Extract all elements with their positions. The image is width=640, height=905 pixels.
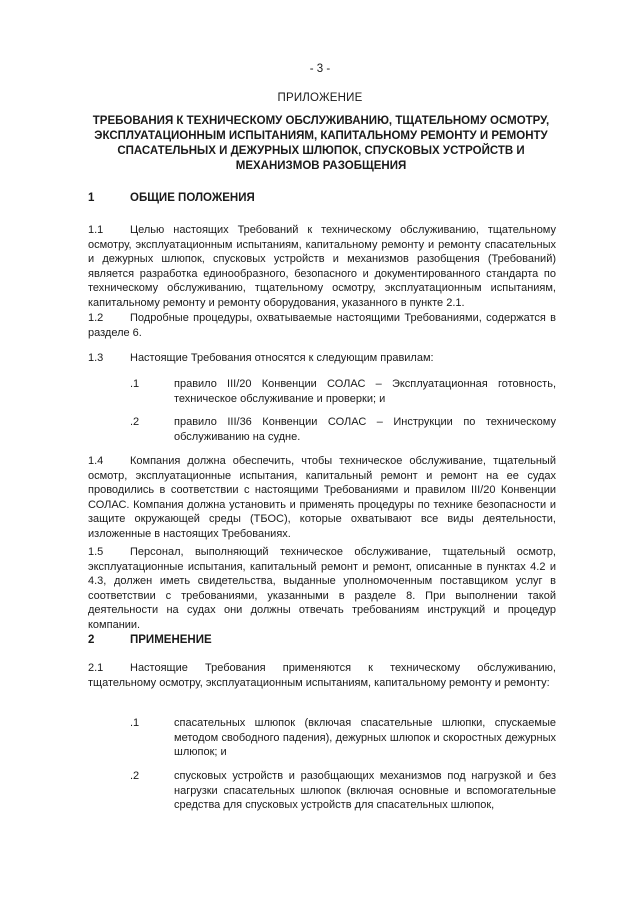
paragraph-1-5 bbox=[88, 545, 556, 632]
subitem-number: .2 bbox=[130, 416, 140, 428]
paragraph-2-1 bbox=[88, 661, 556, 690]
paragraph-1-1 bbox=[88, 223, 556, 310]
subitem-number: .1 bbox=[130, 717, 140, 729]
section-title: ОБЩИЕ ПОЛОЖЕНИЯ bbox=[130, 192, 255, 204]
subitem-2-1-2 bbox=[130, 769, 556, 813]
subitem-text: спасательных шлюпок (включая спасательные шлюпки, спускаемые методом свободного падения), дежурных шлюпок и скоростных дежурных шлюпок; и bbox=[174, 717, 556, 758]
subitem-1-3-2 bbox=[130, 415, 556, 444]
paragraph-text: Компания должна обеспечить, чтобы техническое обслуживание, тщательный осмотр, эксплуатационные испытания, капитальный ремонт и ремонт на ее судах проводились в соответствии с настоящими Требованиями и правилом III/20 Конвенции СОЛАС. Компания должна установить и применять процедуры по технике безопасности и защите окружающей среды (ТБОС), которые охватывают все виды деятельности, изложенные в настоящих Требованиях. bbox=[88, 455, 556, 540]
subitem-number: .1 bbox=[130, 378, 140, 390]
paragraph-number: 1.5 bbox=[88, 546, 104, 558]
paragraph-1-3 bbox=[88, 351, 556, 366]
paragraph-text: Настоящие Требования применяются к техническому обслуживанию, тщательному осмотру, эксплуатационным испытаниям, капитальному ремонту и ремонту: bbox=[88, 662, 556, 689]
subitem-text: спусковых устройств и разобщающих механизмов под нагрузкой и без нагрузки спасательных шлюпок (включая основные и вспомогательные средства для спусковых устройств для спасательных шлюпок, bbox=[174, 770, 556, 811]
subitem-1-3-1 bbox=[130, 377, 556, 406]
section-number: 2 bbox=[88, 634, 95, 646]
paragraph-number: 1.1 bbox=[88, 224, 104, 236]
section-number: 1 bbox=[88, 192, 95, 204]
paragraph-text: Персонал, выполняющий техническое обслуживание, тщательный осмотр, эксплуатационные испытания, капитальный ремонт и ремонт, описанные в пунктах 4.2 и 4.3, должен иметь свидетельства, выданные уполномоченным поставщиком услуг в соответствии с требованиями, указанными в разделе 8. При выполнении такой деятельности на судах они должны отвечать требованиям инструкций и процедур компании. bbox=[88, 546, 556, 631]
paragraph-1-2 bbox=[88, 311, 556, 340]
paragraph-1-4 bbox=[88, 454, 556, 541]
paragraph-number: 1.2 bbox=[88, 312, 104, 324]
paragraph-text: Подробные процедуры, охватываемые настоящими Требованиями, содержатся в разделе 6. bbox=[88, 312, 556, 339]
paragraph-text: Настоящие Требования относятся к следующим правилам: bbox=[130, 352, 434, 364]
subitem-text: правило III/20 Конвенции СОЛАС – Эксплуатационная готовность, техническое обслуживание и проверки; и bbox=[174, 378, 556, 405]
paragraph-number: 1.3 bbox=[88, 352, 104, 364]
appendix-label: ПРИЛОЖЕНИЕ bbox=[277, 92, 363, 104]
subitem-2-1-1 bbox=[130, 716, 556, 760]
section-2-heading bbox=[88, 634, 212, 646]
subitem-number: .2 bbox=[130, 770, 140, 782]
document-title: ТРЕБОВАНИЯ К ТЕХНИЧЕСКОМУ ОБСЛУЖИВАНИЮ, ТЩАТЕЛЬНОМУ ОСМОТРУ, ЭКСПЛУАТАЦИОННЫМ ИСПЫТАНИЯМ, КАПИТАЛЬНОМУ РЕМОНТУ И РЕМОНТУ СПАСАТЕЛЬНЫХ И ДЕЖУРНЫХ ШЛЮПОК, СПУСКОВЫХ УСТРОЙСТВ И МЕХАНИЗМОВ РАЗОБЩЕНИЯ bbox=[92, 115, 550, 172]
page-number: - 3 - bbox=[309, 63, 331, 75]
paragraph-number: 2.1 bbox=[88, 662, 104, 674]
subitem-text: правило III/36 Конвенции СОЛАС – Инструкции по техническому обслуживанию на судне. bbox=[174, 416, 556, 443]
paragraph-number: 1.4 bbox=[88, 455, 104, 467]
section-title: ПРИМЕНЕНИЕ bbox=[130, 634, 212, 646]
paragraph-text: Целью настоящих Требований к техническому обслуживанию, тщательному осмотру, эксплуатационным испытаниям, капитальному ремонту и ремонту спасательных и дежурных шлюпок, спусковых устройств и механизмов разобщения (Требований) является разработка единообразного, безопасного и документированного стандарта по техническому обслуживанию, тщательному осмотру, эксплуатационным испытаниям, капитальному ремонту и ремонту оборудования, указанного в пункте 2.1. bbox=[88, 224, 556, 309]
section-1-heading bbox=[88, 192, 255, 204]
